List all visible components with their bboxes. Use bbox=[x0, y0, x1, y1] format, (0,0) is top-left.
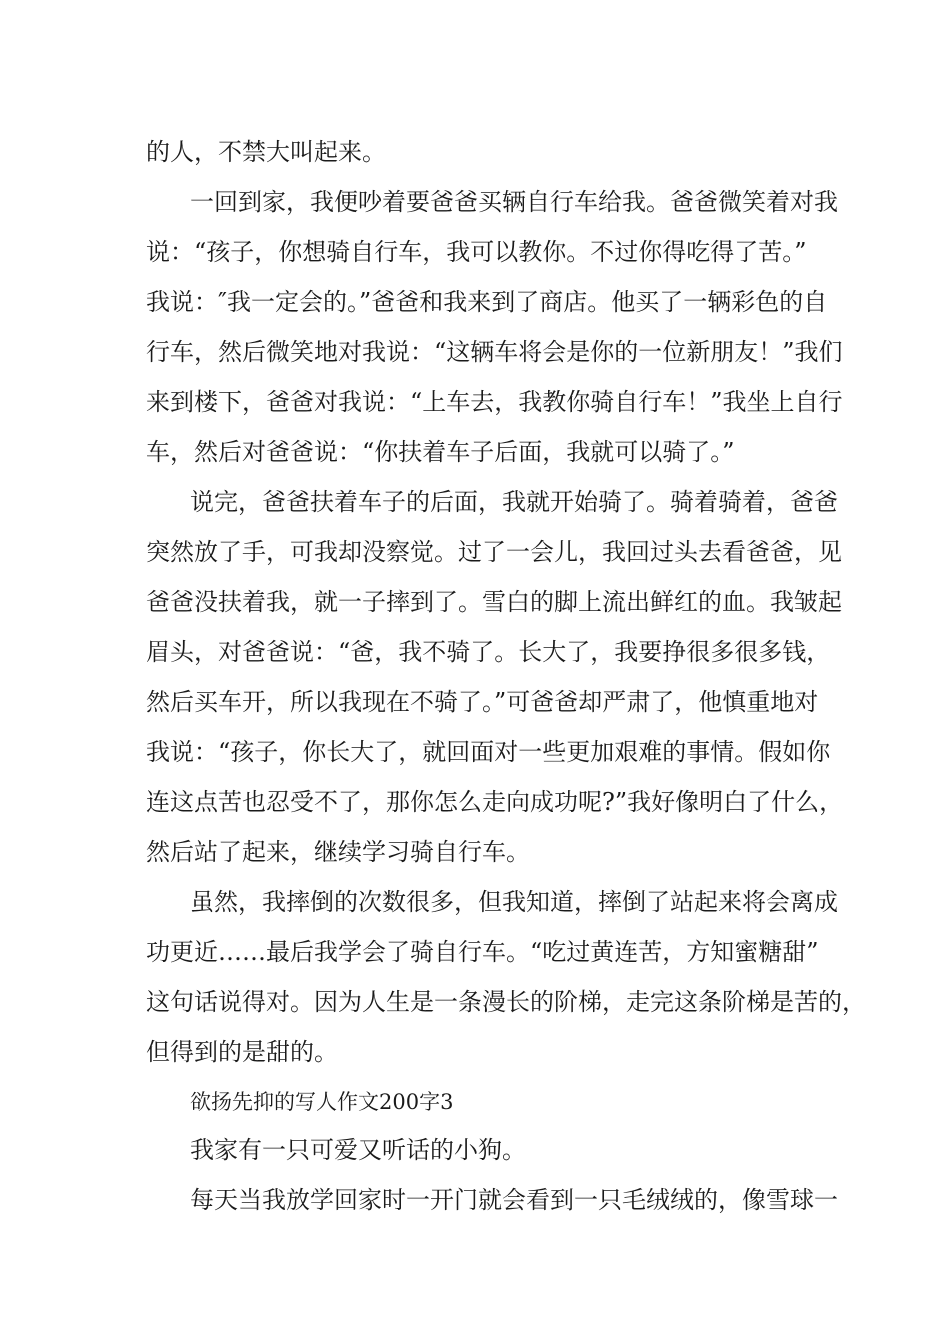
paragraph-line: 连这点苦也忍受不了，那你怎么走向成功呢?”我好像明白了什么， bbox=[146, 788, 844, 816]
paragraph-line: 每天当我放学回家时一开门就会看到一只毛绒绒的，像雪球一 bbox=[190, 1186, 838, 1214]
paragraph-line: 然后买车开，所以我现在不骑了。”可爸爸却严肃了，他慎重地对 bbox=[146, 688, 819, 716]
paragraph-line: 爸爸没扶着我，就一子摔到了。雪白的脚上流出鲜红的血。我皱起 bbox=[146, 588, 842, 616]
paragraph-line: 虽然，我摔倒的次数很多，但我知道，摔倒了站起来将会离成 bbox=[190, 888, 838, 916]
paragraph-line: 然后站了起来，继续学习骑自行车。 bbox=[146, 838, 530, 866]
paragraph-line: 来到楼下，爸爸对我说：“上车去，我教你骑自行车！”我坐上自行 bbox=[146, 388, 843, 416]
paragraph-line: 但得到的是甜的。 bbox=[146, 1038, 338, 1066]
paragraph-line: 我说：“孩子，你长大了，就回面对一些更加艰难的事情。假如你 bbox=[146, 738, 831, 766]
paragraph-line: 的人，不禁大叫起来。 bbox=[146, 138, 386, 166]
paragraph-line: 说完，爸爸扶着车子的后面，我就开始骑了。骑着骑着，爸爸 bbox=[190, 488, 838, 516]
paragraph-line: 眉头，对爸爸说：“爸，我不骑了。长大了，我要挣很多很多钱， bbox=[146, 638, 831, 666]
paragraph-line: 功更近……最后我学会了骑自行车。“吃过黄连苦，方知蜜糖甜” bbox=[146, 938, 819, 966]
paragraph-line: 这句话说得对。因为人生是一条漫长的阶梯，走完这条阶梯是苦的， bbox=[146, 988, 866, 1016]
paragraph-line: 我说：″我一定会的。”爸爸和我来到了商店。他买了一辆彩色的自 bbox=[146, 288, 828, 316]
section-heading: 欲扬先抑的写人作文200字3 bbox=[190, 1090, 454, 1114]
paragraph-line: 突然放了手，可我却没察觉。过了一会儿，我回过头去看爸爸，见 bbox=[146, 538, 842, 566]
paragraph-line: 车，然后对爸爸说：“你扶着车子后面，我就可以骑了。” bbox=[146, 438, 735, 466]
paragraph-line: 说：“孩子，你想骑自行车，我可以教你。不过你得吃得了苦。” bbox=[146, 238, 807, 266]
paragraph-line: 一回到家，我便吵着要爸爸买辆自行车给我。爸爸微笑着对我 bbox=[190, 188, 838, 216]
paragraph-line: 我家有一只可爱又听话的小狗。 bbox=[190, 1136, 526, 1164]
paragraph-line: 行车，然后微笑地对我说：“这辆车将会是你的一位新朋友！”我们 bbox=[146, 338, 843, 366]
